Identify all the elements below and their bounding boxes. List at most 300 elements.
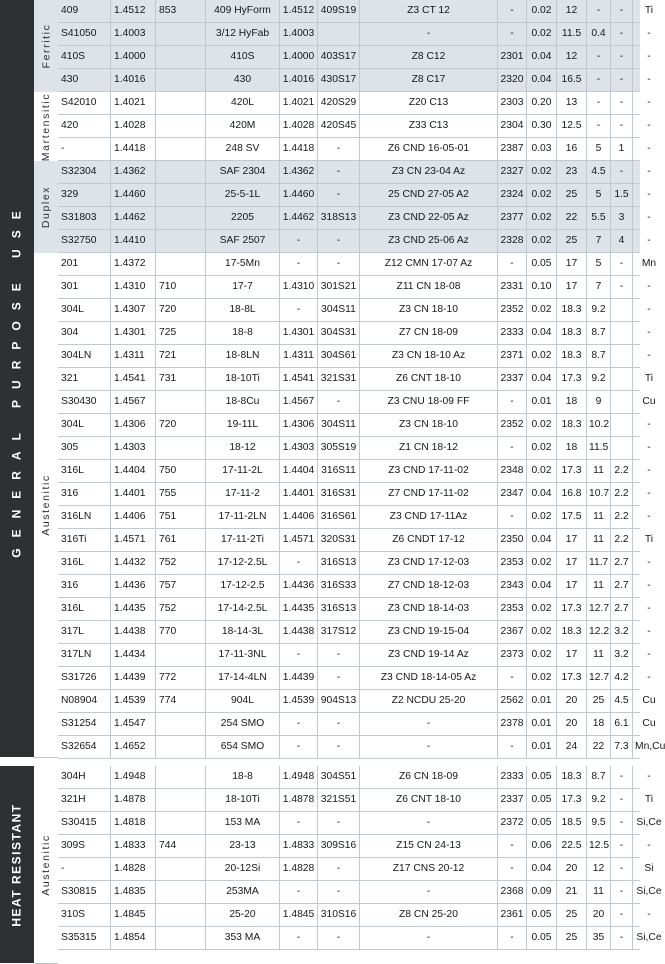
cell-cr: 24 [556, 736, 586, 758]
cell-other: Ti [632, 789, 665, 811]
cell-ni: 0.4 [586, 23, 610, 45]
cell-other: - [632, 207, 665, 229]
cell-other: Ti [632, 529, 665, 551]
cell-aisi: 329 [61, 189, 79, 200]
cell-trade-name: 409 HyForm [205, 0, 279, 22]
cell-en: 1.4311 [110, 345, 155, 367]
cell-trade-name: 18-10Ti [205, 789, 279, 811]
cell-bs: 310S16 [317, 904, 359, 926]
cell-trade-name: 254 SMO [205, 713, 279, 735]
cell-bs: 317S12 [317, 621, 359, 643]
cell-mo: 1.5 [610, 184, 632, 206]
cell-cr: 11.5 [556, 23, 586, 45]
cell-cr: 18.3 [556, 414, 586, 436]
cell-afnor: Z3 CND 17-12-03 [359, 552, 497, 574]
cell-c: 0.06 [526, 835, 556, 857]
table-row [58, 391, 656, 414]
cell-mo: 6.1 [610, 713, 632, 735]
cell-trade-name: 17-5Mn [205, 253, 279, 275]
cell-jis [155, 644, 205, 666]
cell-ss: - [497, 667, 526, 689]
cell-ss: - [497, 927, 526, 949]
cell-aisi: 304 [61, 327, 79, 338]
cell-bs: 305S19 [317, 437, 359, 459]
cell-din: 1.4021 [279, 92, 317, 114]
cell-aisi: 304H [61, 771, 86, 782]
table-row [58, 858, 654, 881]
table-row [58, 0, 654, 23]
cell-other: Cu [632, 713, 665, 735]
cell-afnor: Z3 CND 19-14 Az [359, 644, 497, 666]
cell-jis: 772 [155, 667, 205, 689]
cell-trade-name: 18-10Ti [205, 368, 279, 390]
cell-cr: 18.3 [556, 345, 586, 367]
cell-jis [155, 391, 205, 413]
cell-cr: 18 [556, 391, 586, 413]
cell-din: 1.4878 [279, 789, 317, 811]
cell-jis: 720 [155, 299, 205, 321]
cell-din: 1.4028 [279, 115, 317, 137]
cell-din: 1.4948 [279, 766, 317, 788]
cell-bs: 316S31 [317, 483, 359, 505]
cell-din: - [279, 299, 317, 321]
cell-trade-name: 420L [205, 92, 279, 114]
cell-bs: - [317, 881, 359, 903]
cell-other: - [632, 460, 665, 482]
cell-trade-name: SAF 2507 [205, 230, 279, 252]
cell-mo: 2.2 [610, 529, 632, 551]
cell-afnor: Z11 CN 18-08 [359, 276, 497, 298]
cell-ni: 12 [586, 858, 610, 880]
cell-ni: - [586, 69, 610, 91]
cell-ss: 2367 [497, 621, 526, 643]
cell-c: 0.02 [526, 552, 556, 574]
cell-bs: - [317, 391, 359, 413]
cell-afnor: Z3 CND 18-14-05 Az [359, 667, 497, 689]
cell-en: 1.4539 [110, 690, 155, 712]
cell-trade-name: 17-11-2L [205, 460, 279, 482]
table-row [58, 437, 651, 460]
cell-bs: - [317, 161, 359, 183]
cell-cr: 25 [556, 927, 586, 949]
cell-trade-name: 18-8 [205, 322, 279, 344]
cell-trade-name: 153 MA [205, 812, 279, 834]
cell-jis [155, 927, 205, 949]
cell-ni: 5 [586, 253, 610, 275]
cell-jis [155, 736, 205, 758]
cell-mo: - [610, 766, 632, 788]
cell-afnor: - [359, 812, 497, 834]
cell-aisi: 305 [61, 442, 79, 453]
cell-ni: 9.5 [586, 812, 610, 834]
cell-en: 1.4372 [110, 253, 155, 275]
cell-en: 1.4571 [110, 529, 155, 551]
cell-c: 0.04 [526, 322, 556, 344]
cell-bs: - [317, 812, 359, 834]
cell-jis [155, 904, 205, 926]
cell-cr: 18.3 [556, 766, 586, 788]
cell-cr: 16.8 [556, 483, 586, 505]
cell-ss: 2343 [497, 575, 526, 597]
cell-afnor: Z3 CN 18-10 Az [359, 345, 497, 367]
table-row [58, 644, 651, 667]
cell-jis [155, 184, 205, 206]
cell-other: - [632, 23, 665, 45]
cell-c: 0.02 [526, 667, 556, 689]
table-row [58, 23, 651, 46]
cell-din: 1.4404 [279, 460, 317, 482]
cell-trade-name: 25-20 [205, 904, 279, 926]
subgroup-label: Martensitic [40, 92, 52, 161]
cell-aisi: 301 [61, 281, 79, 292]
cell-aisi: 310S [61, 909, 86, 920]
cell-ss: 2373 [497, 644, 526, 666]
cell-c: 0.02 [526, 644, 556, 666]
cell-other: - [632, 598, 665, 620]
cell-ss: - [497, 253, 526, 275]
cell-c: 0.02 [526, 161, 556, 183]
cell-mo: - [610, 69, 632, 91]
cell-aisi: S32750 [61, 235, 97, 246]
cell-other: Cu [632, 391, 665, 413]
table-row [58, 529, 654, 552]
cell-trade-name: 25-5-1L [205, 184, 279, 206]
cell-jis [155, 92, 205, 114]
cell-afnor: 25 CND 27-05 A2 [359, 184, 497, 206]
cell-other: - [632, 835, 665, 857]
cell-cr: 17.3 [556, 460, 586, 482]
cell-ni: 8.7 [586, 345, 610, 367]
cell-cr: 17 [556, 644, 586, 666]
cell-ss: 2331 [497, 276, 526, 298]
cell-c: 0.04 [526, 858, 556, 880]
cell-c: 0.02 [526, 299, 556, 321]
cell-ni: - [586, 92, 610, 114]
cell-other: Mn [632, 253, 665, 275]
cell-c: 0.05 [526, 789, 556, 811]
cell-aisi: - [61, 863, 65, 874]
cell-other: - [632, 230, 665, 252]
group-heat-resistant [0, 766, 34, 963]
cell-aisi: 420 [61, 120, 79, 131]
cell-ss: 2320 [497, 69, 526, 91]
cell-aisi: 317L [61, 626, 84, 637]
cell-en: 1.4306 [110, 414, 155, 436]
cell-c: 0.10 [526, 276, 556, 298]
cell-trade-name: 2205 [205, 207, 279, 229]
cell-cr: 17 [556, 276, 586, 298]
cell-aisi: 321H [61, 794, 86, 805]
cell-afnor: Z8 C12 [359, 46, 497, 68]
cell-bs: 321S31 [317, 368, 359, 390]
cell-aisi: 304LN [61, 350, 92, 361]
cell-c: 0.30 [526, 115, 556, 137]
cell-afnor: Z6 CND 16-05-01 [359, 138, 497, 160]
cell-trade-name: 904L [205, 690, 279, 712]
cell-en: 1.4818 [110, 812, 155, 834]
cell-ss: 2333 [497, 322, 526, 344]
cell-trade-name: 17-12-2.5 [205, 575, 279, 597]
cell-ni: 9.2 [586, 299, 610, 321]
cell-jis: 751 [155, 506, 205, 528]
cell-jis: 752 [155, 552, 205, 574]
cell-en: 1.4021 [110, 92, 155, 114]
cell-cr: 12.5 [556, 115, 586, 137]
cell-trade-name: 17-14-2.5L [205, 598, 279, 620]
cell-ni: 9.2 [586, 368, 610, 390]
cell-afnor: Z33 C13 [359, 115, 497, 137]
cell-mo: 2.2 [610, 460, 632, 482]
cell-mo: 2.7 [610, 598, 632, 620]
cell-din: 1.4310 [279, 276, 317, 298]
table-row [58, 690, 656, 713]
cell-mo: 2.2 [610, 483, 632, 505]
cell-en: 1.4016 [110, 69, 155, 91]
cell-afnor: Z6 CNT 18-10 [359, 368, 497, 390]
cell-afnor: Z15 CN 24-13 [359, 835, 497, 857]
cell-cr: 25 [556, 904, 586, 926]
cell-other: Si,Ce [632, 927, 665, 949]
cell-jis [155, 46, 205, 68]
cell-cr: 17.3 [556, 368, 586, 390]
cell-ni: 11 [586, 506, 610, 528]
cell-jis [155, 69, 205, 91]
cell-din: 1.4401 [279, 483, 317, 505]
cell-ss: - [497, 835, 526, 857]
cell-mo [610, 345, 632, 367]
cell-afnor: - [359, 927, 497, 949]
cell-cr: 25 [556, 184, 586, 206]
cell-afnor: Z3 CND 17-11Az [359, 506, 497, 528]
cell-cr: 16 [556, 138, 586, 160]
cell-ni: 11.5 [586, 437, 610, 459]
cell-c: 0.03 [526, 138, 556, 160]
cell-c: 0.04 [526, 46, 556, 68]
cell-din: 1.4000 [279, 46, 317, 68]
cell-afnor: Z3 CN 18-10 [359, 299, 497, 321]
cell-en: 1.4438 [110, 621, 155, 643]
cell-bs: 318S13 [317, 207, 359, 229]
cell-en: 1.4000 [110, 46, 155, 68]
table-row [58, 506, 651, 529]
cell-cr: 17 [556, 575, 586, 597]
cell-other: Ti [632, 0, 665, 22]
cell-aisi: S41050 [61, 28, 97, 39]
cell-ss: 2333 [497, 766, 526, 788]
cell-ss: - [497, 858, 526, 880]
cell-afnor: Z3 CNU 18-09 FF [359, 391, 497, 413]
cell-jis [155, 789, 205, 811]
cell-afnor: - [359, 736, 497, 758]
cell-aisi: 430 [61, 74, 79, 85]
cell-en: 1.4435 [110, 598, 155, 620]
subgroup-label: Austenitic [40, 474, 52, 536]
cell-jis [155, 138, 205, 160]
cell-mo: - [610, 835, 632, 857]
cell-din: 1.4462 [279, 207, 317, 229]
cell-jis [155, 253, 205, 275]
cell-aisi: S30415 [61, 817, 97, 828]
cell-cr: 18 [556, 437, 586, 459]
cell-ss: 2387 [497, 138, 526, 160]
cell-trade-name: 17-11-2 [205, 483, 279, 505]
cell-mo: - [610, 253, 632, 275]
cell-bs: 321S51 [317, 789, 359, 811]
cell-jis [155, 207, 205, 229]
table-row [58, 115, 651, 138]
cell-jis: 750 [155, 460, 205, 482]
cell-mo: - [610, 789, 632, 811]
cell-bs: - [317, 858, 359, 880]
cell-afnor: Z17 CNS 20-12 [359, 858, 497, 880]
cell-aisi: 316LN [61, 511, 92, 522]
cell-mo: - [610, 812, 632, 834]
table-row [58, 812, 662, 835]
cell-bs: 309S16 [317, 835, 359, 857]
table-row [58, 92, 651, 115]
cell-mo: - [610, 161, 632, 183]
subgroup-ferritic [34, 0, 58, 93]
cell-en: 1.4512 [110, 0, 155, 22]
cell-bs: 304S11 [317, 414, 359, 436]
cell-ni: 12.5 [586, 835, 610, 857]
cell-ni: 12.7 [586, 667, 610, 689]
cell-other: - [632, 299, 665, 321]
cell-other: - [632, 69, 665, 91]
table-row [58, 230, 651, 253]
cell-ss: 2337 [497, 368, 526, 390]
cell-din: 1.4303 [279, 437, 317, 459]
cell-trade-name: 20-12Si [205, 858, 279, 880]
cell-c: 0.05 [526, 927, 556, 949]
cell-ni: 10.7 [586, 483, 610, 505]
cell-mo: 2.7 [610, 552, 632, 574]
cell-ni: 10.2 [586, 414, 610, 436]
cell-din: - [279, 927, 317, 949]
cell-cr: 18.5 [556, 812, 586, 834]
subgroup-label: Duplex [40, 185, 53, 229]
cell-jis [155, 881, 205, 903]
cell-c: 0.02 [526, 184, 556, 206]
cell-c: 0.04 [526, 368, 556, 390]
cell-other: Ti [632, 368, 665, 390]
cell-aisi: S31254 [61, 718, 97, 729]
cell-bs: 316S61 [317, 506, 359, 528]
cell-trade-name: 430 [205, 69, 279, 91]
cell-other: - [632, 138, 665, 160]
cell-jis [155, 766, 205, 788]
cell-trade-name: 248 SV [205, 138, 279, 160]
cell-ni: 11 [586, 529, 610, 551]
cell-bs [317, 23, 359, 45]
cell-ss: 2304 [497, 115, 526, 137]
cell-ss: - [497, 0, 526, 22]
cell-cr: 25 [556, 230, 586, 252]
cell-din: 1.4362 [279, 161, 317, 183]
cell-c: 0.01 [526, 690, 556, 712]
cell-ni: - [586, 0, 610, 22]
cell-trade-name: 3/12 HyFab [205, 23, 279, 45]
table-row [58, 299, 651, 322]
cell-din: 1.4833 [279, 835, 317, 857]
cell-mo: 3.2 [610, 621, 632, 643]
cell-mo [610, 437, 632, 459]
cell-en: 1.4003 [110, 23, 155, 45]
cell-ni: 4.5 [586, 161, 610, 183]
cell-din: 1.4311 [279, 345, 317, 367]
cell-ss: 2328 [497, 230, 526, 252]
group-label: GENERAL PURPOSE USE [10, 199, 25, 558]
cell-other: Mn,Cu [632, 736, 665, 758]
cell-ss: 2350 [497, 529, 526, 551]
cell-din: 1.4541 [279, 368, 317, 390]
group-separator [0, 757, 34, 766]
cell-ss: 2324 [497, 184, 526, 206]
cell-din: - [279, 552, 317, 574]
cell-cr: 13 [556, 92, 586, 114]
cell-din: 1.4845 [279, 904, 317, 926]
cell-bs: 316S13 [317, 552, 359, 574]
cell-mo: 4.2 [610, 667, 632, 689]
cell-ss: 2347 [497, 483, 526, 505]
cell-din: 1.4828 [279, 858, 317, 880]
cell-afnor: Z1 CN 18-12 [359, 437, 497, 459]
cell-aisi: - [61, 143, 65, 154]
cell-jis [155, 161, 205, 183]
cell-cr: 22.5 [556, 835, 586, 857]
cell-ss: 2377 [497, 207, 526, 229]
cell-bs: 304S11 [317, 299, 359, 321]
cell-bs: 409S19 [317, 0, 359, 22]
cell-aisi: 304L [61, 419, 84, 430]
cell-en: 1.4547 [110, 713, 155, 735]
cell-din: 1.4406 [279, 506, 317, 528]
cell-other: - [632, 322, 665, 344]
cell-jis: 757 [155, 575, 205, 597]
cell-en: 1.4436 [110, 575, 155, 597]
cell-other: - [632, 414, 665, 436]
cell-cr: 17.3 [556, 667, 586, 689]
cell-aisi: 304L [61, 304, 84, 315]
cell-jis [155, 115, 205, 137]
cell-afnor: Z7 CND 18-12-03 [359, 575, 497, 597]
cell-en: 1.4418 [110, 138, 155, 160]
cell-c: 0.20 [526, 92, 556, 114]
cell-bs: 316S11 [317, 460, 359, 482]
cell-other: - [632, 667, 665, 689]
cell-aisi: 410S [61, 51, 86, 62]
table-row [58, 881, 662, 904]
cell-aisi: S35315 [61, 932, 97, 943]
cell-aisi: 309S [61, 840, 86, 851]
cell-other: - [632, 115, 665, 137]
cell-jis [155, 23, 205, 45]
subgroup-austenitic [34, 253, 58, 758]
cell-other: - [632, 506, 665, 528]
cell-trade-name: 253MA [205, 881, 279, 903]
cell-ni: 11 [586, 881, 610, 903]
cell-other: - [632, 552, 665, 574]
cell-aisi: 201 [61, 258, 79, 269]
cell-aisi: 316 [61, 488, 79, 499]
cell-mo: - [610, 115, 632, 137]
cell-ss: - [497, 506, 526, 528]
cell-en: 1.4362 [110, 161, 155, 183]
cell-cr: 17 [556, 552, 586, 574]
cell-trade-name: 17-11-2Ti [205, 529, 279, 551]
cell-trade-name: 353 MA [205, 927, 279, 949]
cell-c: 0.05 [526, 904, 556, 926]
